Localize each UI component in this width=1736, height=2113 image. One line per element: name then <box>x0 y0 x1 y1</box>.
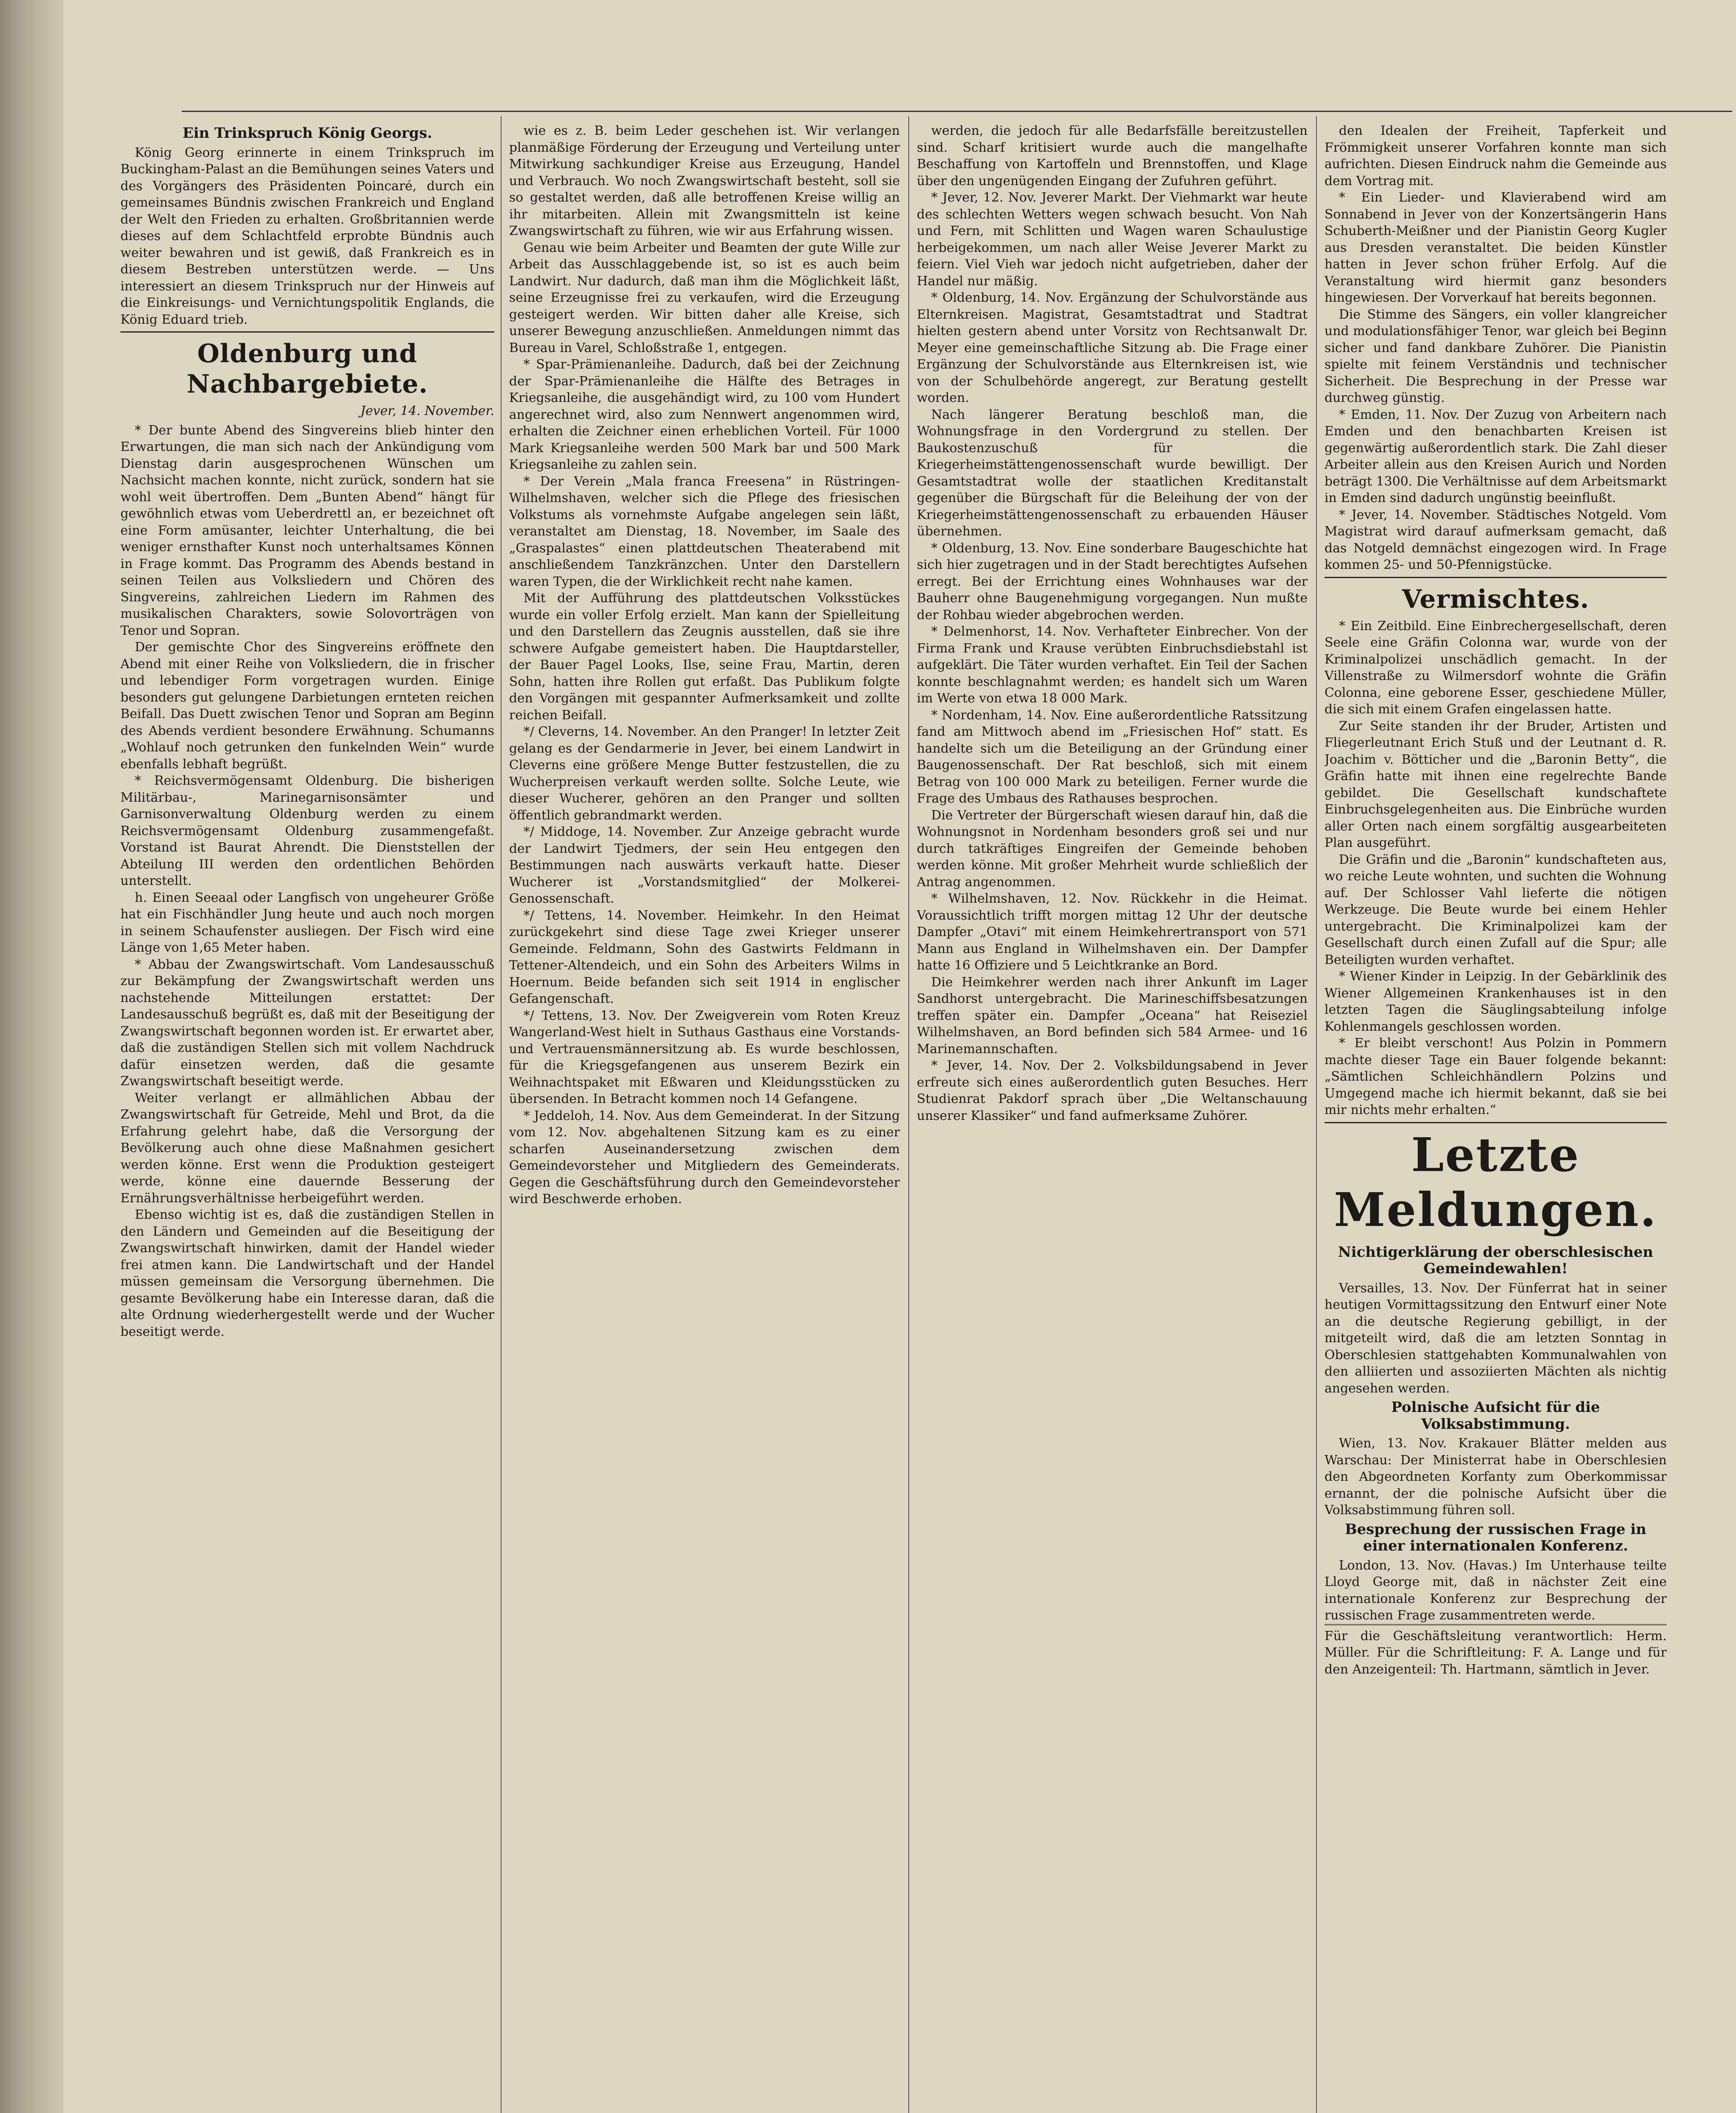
article-paragraph: * Der bunte Abend des Singvereins blieb hinter den Erwartungen, die man sich nach der Ankündigung vom Dienstag darin ausgesprochenen Wünschen um Nachsicht machen konnte, nicht zurück, sondern hat sie wohl weit übertroffen. Dem „Bunten Abend“ hängt für gewöhnlich etwas vom Ueberdrettl an, er bezeichnet oft eine Form amüsanter, leichter Unterhaltung, die bei weniger ernsthafter Kunst noch unterhaltsames Können in Frage kommt. Das Programm des Abends bestand in seinen Teilen aus Volksliedern und Chören des Singvereins, zahlreichen Liedern im Rahmen des musikalischen Charakters, sowie Solovorträgen von Tenor und Sopran. <box>120 423 494 638</box>
section-rule <box>1324 577 1667 578</box>
article-paragraph: * Wilhelmshaven, 12. Nov. Rückkehr in die Heimat. Voraussichtlich trifft morgen mittag 12 Uhr der deutsche Dampfer „Otavi“ mit einem Heimkehrertransport von 571 Mann aus England in Wilhelmshaven ein. Der Dampfer hatte 16 Offiziere und 5 Leichtkranke an Bord. <box>917 891 1308 973</box>
article-paragraph: Die Gräfin und die „Baronin“ kundschafteten aus, wo reiche Leute wohnten, und suchten die Wohnung auf. Der Schlosser Vahl lieferte die nötigen Werkzeuge. Die Beute wurde bei einem Hehler untergebracht. Die Kriminalpolizei kam der Gesellschaft durch einen Zufall auf die Spur; alle Beteiligten wurden verhaftet. <box>1324 852 1667 967</box>
article-headline: Nichtigerklärung der oberschlesischen Gemeindewahlen! <box>1338 1243 1654 1277</box>
article-paragraph: * Oldenburg, 13. Nov. Eine sonderbare Baugeschichte hat sich hier zugetragen und in der Stadt berechtigtes Aufsehen erregt. Bei der Errichtung eines Wohnhauses war der Bauherr ohne Baugenehmigung vorgegangen. Nun mußte der Rohbau wieder abgebrochen werden. <box>917 541 1308 622</box>
article-paragraph: wie es z. B. beim Leder geschehen ist. Wir verlangen planmäßige Förderung der Erzeugung und Verteilung unter Mitwirkung sachkundiger Kreise aus Erzeugung, Handel und Verbrauch. Wo noch Zwangswirtschaft besteht, soll sie so gestaltet werden, daß alle betroffenen Kreise willig an ihr mitarbeiten. Allein mit Zwangsmitteln ist keine Zwangswirtschaft zu führen, wie wir aus Erfahrung wissen. <box>509 123 900 238</box>
article-paragraph: * Emden, 11. Nov. Der Zuzug von Arbeitern nach Emden und den benachbarten Kreisen ist gegenwärtig außerordentlich stark. Die Zahl dieser Arbeiter allein aus den Kreisen Aurich und Norden beträgt 1300. Die Verhältnisse auf dem Arbeitsmarkt in Emden sind dadurch ungünstig beeinflußt. <box>1324 407 1667 505</box>
article-paragraph: * Jever, 12. Nov. Jeverer Markt. Der Viehmarkt war heute des schlechten Wetters wegen schwach besucht. Von Nah und Fern, mit Schlitten und Wagen waren Schaulustige herbeigekommen, um nach aller Weise Jeverer Markt zu feiern. Viel Vieh war jedoch nicht aufgetrieben, daher der Handel nur mäßig. <box>917 190 1308 289</box>
article-paragraph: Wien, 13. Nov. Krakauer Blätter melden aus Warschau: Der Ministerrat habe in Oberschlesien den Abgeordneten Korfanty zum Oberkommissar ernannt, der die polnische Aufsicht über die Volksabstimmung führen soll. <box>1324 1436 1667 1518</box>
article-paragraph: * Wiener Kinder in Leipzig. In der Gebärklinik des Wiener Allgemeinen Krankenhauses ist in den letzten Tagen die Säuglingsabteilung infolge Kohlenmangels geschlossen worden. <box>1324 969 1667 1034</box>
article-paragraph: * Der Verein „Mala franca Freesena“ in Rüstringen-Wilhelmshaven, welcher sich die Pflege des friesischen Volkstums als vornehmste Aufgabe angelegen sein läßt, veranstaltet am Dienstag, 18. November, im Saale des „Graspalastes“ einen plattdeutschen Theaterabend mit anschließendem Tanzkränzchen. Unter den Darstellern waren Typen, die der Wirklichkeit recht nahe kamen. <box>509 474 900 589</box>
article-paragraph: Ebenso wichtig ist es, daß die zuständigen Stellen in den Ländern und Gemeinden auf die Beseitigung der Zwangswirtschaft hinwirken, damit der Handel wieder frei atmen kann. Die Landwirtschaft und der Handel müssen gemeinsam die Versorgung übernehmen. Die gesamte Bevölkerung habe ein Interesse daran, daß die alte Ordnung wiederhergestellt werde und der Wucher beseitigt werde. <box>120 1207 494 1339</box>
article-paragraph: */ Tettens, 13. Nov. Der Zweigverein vom Roten Kreuz Wangerland-West hielt in Suthaus Gasthaus eine Vorstands- und Vertrauensmännersitzung ab. Es wurde beschlossen, für die Kriegsgefangenen aus unserem Bezirk ein Weihnachtspaket mit Eßwaren und Kleidungsstücken zu übersenden. In Betracht kommen noch 14 Gefangene. <box>509 1008 900 1106</box>
article-paragraph: Die Heimkehrer werden nach ihrer Ankunft im Lager Sandhorst untergebracht. Die Marineschiffsbesatzungen treffen später ein. Dampfer „Oceana“ hat Reiseziel Wilhelmshaven, an Bord befinden sich 584 Armee- und 16 Marinemannschaften. <box>917 975 1308 1056</box>
article-paragraph: Die Stimme des Sängers, ein voller klangreicher und modulationsfähiger Tenor, war gleich bei Beginn sicher und fand dankbare Zuhörer. Die Pianistin spielte mit feinem Verständnis und technischer Sicherheit. Die Besprechung in der Presse war durchweg günstig. <box>1324 307 1667 405</box>
article-paragraph: * Abbau der Zwangswirtschaft. Vom Landesausschuß zur Bekämpfung der Zwangswirtschaft werden uns nachstehende Mitteilungen erstattet: Der Landesausschuß begrüßt es, daß mit der Beseitigung der Zwangswirtschaft begonnen worden ist. Er erwartet aber, daß die zuständigen Stellen sich mit vollem Nachdruck dafür einsetzen werden, daß die gesamte Zwangswirtschaft beseitigt werde. <box>120 957 494 1089</box>
article-paragraph: * Ein Zeitbild. Eine Einbrechergesellschaft, deren Seele eine Gräfin Colonna war, wurde von der Kriminalpolizei unschädlich gemacht. In der Villenstraße zu Wilmersdorf wohnte die Gräfin Colonna, eine geborene Esser, geschiedene Müller, die sich mit einem Grafen eingelassen hatte. <box>1324 618 1667 717</box>
article-paragraph: König Georg erinnerte in einem Trinkspruch im Buckingham-Palast an die Bemühungen seines Vaters und des Vorgängers des Präsidenten Poincaré, durch ein gemeinsames Bündnis zwischen Frankreich und England der Welt den Frieden zu erhalten. Großbritannien werde dieses auf dem Schlachtfeld erprobte Bündnis auch weiter bewahren und ist gewiß, daß Frankreich es in diesem Bestreben unterstützen werde. — Uns interessiert an diesem Trinkspruch nur der Hinweis auf die Einkreisungs- und Vernichtungspolitik Englands, die König Eduard trieb. <box>120 145 494 327</box>
section-heading: Vermischtes. <box>1402 584 1589 614</box>
article-headline: Polnische Aufsicht für die Volksabstimmung. <box>1391 1399 1600 1433</box>
article-paragraph: * Delmenhorst, 14. Nov. Verhafteter Einbrecher. Von der Firma Frank und Krause verübten Einbruchsdiebstahl ist aufgeklärt. Die Täter wurden verhaftet. Ein Teil der Sachen konnte beschlagnahmt werden; es handelt sich um Waren im Werte von etwa 18 000 Mark. <box>917 624 1308 706</box>
column-2 <box>509 123 900 2113</box>
article-paragraph: * Oldenburg, 14. Nov. Ergänzung der Schulvorstände aus Elternkreisen. Magistrat, Gesamtstadtrat und Stadtrat hielten gestern abend unter Vorsitz von Rechtsanwalt Dr. Meyer eine gemeinschaftliche Sitzung ab. Die Frage einer Ergänzung der Schulvorstände aus Elternkreisen ist, wie von der Schulbehörde angeregt, zur Beratung gestellt worden. <box>917 290 1308 405</box>
column-1 <box>120 123 494 2113</box>
article-paragraph: * Reichsvermögensamt Oldenburg. Die bisherigen Militärbau-, Marinegarnisonsämter und Garnisonverwaltung Oldenburg werden zu einem Reichsvermögensamt Oldenburg zusammengefaßt. Vorstand ist Baurat Ahrendt. Die Dienststellen der Abteilung III werden den ordentlichen Behörden unterstellt. <box>120 773 494 888</box>
article-paragraph: werden, die jedoch für alle Bedarfsfälle bereitzustellen sind. Scharf kritisiert wurde auch die mangelhafte Beschaffung von Kartoffeln und Brennstoffen, und Klage über den ungenügenden Eingang der Zufuhren geführt. <box>917 123 1308 188</box>
column-rule <box>1316 116 1317 2113</box>
article-paragraph: Mit der Aufführung des plattdeutschen Volksstückes wurde ein voller Erfolg erzielt. Man kann der Spielleitung und den Darstellern das Zeugnis ausstellen, daß sie ihre schwere Aufgabe gemeistert haben. Die Hauptdarsteller, der Bauer Pagel Looks, Ilse, seine Frau, Martin, deren Sohn, hatten ihre Rollen gut erfaßt. Das Publikum folgte den Vorgängen mit gespannter Aufmerksamkeit und zollte reichen Beifall. <box>509 591 900 723</box>
article-paragraph: h. Einen Seeaal oder Langfisch von ungeheurer Größe hat ein Fischhändler Jung heute und auch noch morgen in seinem Schaufenster ausliegen. Der Fisch wird eine Länge von 1,65 Meter haben. <box>120 890 494 955</box>
article-paragraph: * Ein Lieder- und Klavierabend wird am Sonnabend in Jever von der Konzertsängerin Hans Schuberth-Meißner und der Pianistin Georg Kugler aus Dresden veranstaltet. Die beiden Künstler hatten in Jever schon früher Erfolg. Auf die Veranstaltung wird hiermit ganz besonders hingewiesen. Der Vorverkauf hat bereits begonnen. <box>1324 190 1667 305</box>
dateline: Jever, 14. November. <box>360 404 494 418</box>
article-paragraph: Die Vertreter der Bürgerschaft wiesen darauf hin, daß die Wohnungsnot in Nordenham besonders groß sei und nur durch tatkräftiges Eingreifen der Gemeinde behoben werden könne. Mit großer Mehrheit wurde schließlich der Antrag angenommen. <box>917 808 1308 890</box>
article-paragraph: * Nordenham, 14. Nov. Eine außerordentliche Ratssitzung fand am Mittwoch abend im „Friesischen Hof“ statt. Es handelte sich um die Beteiligung an der Gründung einer Baugenossenschaft. Der Rat beschloß, sich mit einem Betrag von 100 000 Mark zu beteiligen. Ferner wurde die Frage des Umbaus des Rathauses besprochen. <box>917 707 1308 806</box>
imprint: Für die Geschäftsleitung verantwortlich: Herm. Müller. Für die Schriftleitung: F. A. Lange und für den Anzeigenteil: Th. Hartmann, sämtlich in Jever. <box>1324 1624 1667 1678</box>
latest-news-heading: Letzte Meldungen. <box>1334 1127 1657 1237</box>
article-paragraph: * Er bleibt verschont! Aus Polzin in Pommern machte dieser Tage ein Bauer folgende bekannt: „Sämtlichen Schleichhändlern Polzins und Umgegend mache ich hiermit bekannt, daß sie bei mir nichts mehr erhalten.“ <box>1324 1036 1667 1117</box>
article-paragraph: * Jever, 14. Nov. Der 2. Volksbildungsabend in Jever erfreute sich eines außerordentlich guten Besuches. Herr Studienrat Pakdorf sprach über „Die Weltanschauung unserer Klassiker“ und fand aufmerksame Zuhörer. <box>917 1058 1308 1123</box>
article-headline: Besprechung der russischen Frage in einer internationalen Konferenz. <box>1345 1521 1646 1554</box>
section-heading: Oldenburg und Nachbargebiete. <box>186 339 428 399</box>
article-paragraph: London, 13. Nov. (Havas.) Im Unterhause teilte Lloyd George mit, daß in nächster Zeit eine internationale Konferenz zur Besprechung der russischen Frage zusammentreten werde. <box>1324 1558 1667 1623</box>
article-paragraph: */ Tettens, 14. November. Heimkehr. In den Heimat zurückgekehrt sind diese Tage zwei Krieger unserer Gemeinde. Feldmann, Sohn des Gastwirts Feldmann in Tettener-Altendeich, und ein Sohn des Arbeiters Wilms in Hoernum. Beide befanden sich seit 1914 in englischer Gefangenschaft. <box>509 908 900 1006</box>
article-paragraph: * Jeddeloh, 14. Nov. Aus dem Gemeinderat. In der Sitzung vom 12. Nov. abgehaltenen Sitzung kam es zu einer scharfen Auseinandersetzung zwischen dem Gemeindevorsteher und Mitgliedern des Gemeinderats. Gegen die Geschäftsführung durch den Gemeindevorsteher wird Beschwerde erhoben. <box>509 1108 900 1207</box>
top-rule <box>182 111 1732 112</box>
column-3 <box>917 123 1308 2113</box>
column-rule <box>908 116 909 2113</box>
article-paragraph: Nach längerer Beratung beschloß man, die Wohnungsfrage in den Vordergrund zu stellen. Der Baukostenzuschuß für die Kriegerheimstättengenossenschaft wurde bewilligt. Der Gesamtstadtrat wolle der staatlichen Kreditanstalt gegenüber die Bürgschaft für die Beleihung der von der Kriegerheimstättengenossenschaft zu erbauenden Häuser übernehmen. <box>917 407 1308 539</box>
article-headline: Ein Trinkspruch König Georgs. <box>183 125 432 142</box>
article-paragraph: */ Cleverns, 14. November. An den Pranger! In letzter Zeit gelang es der Gendarmerie in Jever, bei einem Landwirt in Cleverns eine größere Menge Butter festzustellen, die zu Wucherpreisen verkauft werden sollte. Solche Leute, wie dieser Wucherer, gehören an den Pranger und sollten öffentlich gebrandmarkt werden. <box>509 724 900 823</box>
article-paragraph: Weiter verlangt er allmählichen Abbau der Zwangswirtschaft für Getreide, Mehl und Brot, da die Erfahrung gelehrt habe, daß die Versorgung der Bevölkerung auch ohne diese Maßnahmen gesichert werden könne. Erst wenn die Produktion gesteigert werde, könne eine dauernde Besserung der Ernährungsverhältnisse herbeigeführt werden. <box>120 1090 494 1206</box>
article-paragraph: */ Middoge, 14. November. Zur Anzeige gebracht wurde der Landwirt Tjedmers, der sein Heu entgegen den Bestimmungen nach auswärts verkauft hatte. Dieser Wucherer ist „Vorstandsmitglied“ der Molkerei-Genossenschaft. <box>509 824 900 906</box>
column-4 <box>1324 123 1667 2113</box>
page-binding-edge <box>0 0 63 2113</box>
section-rule <box>120 331 494 333</box>
article-paragraph: * Spar-Prämienanleihe. Dadurch, daß bei der Zeichnung der Spar-Prämienanleihe die Hälfte des Betrages in Kriegsanleihe, die ausgehändigt wird, zu 100 vom Hundert angerechnet wird, also zum Nennwert angenommen wird, erhalten die Zeichner einen erheblichen Vorteil. Für 1000 Mark Kriegsanleihe werden 500 Mark bar und 500 Mark Kriegsanleihe zu zahlen sein. <box>509 357 900 472</box>
article-paragraph: Der gemischte Chor des Singvereins eröffnete den Abend mit einer Reihe von Volksliedern, die in frischer und lebendiger Form vorgetragen wurden. Einige besonders gut gelungene Darbietungen ernteten reichen Beifall. Das Duett zwischen Tenor und Sopran am Beginn des Abends verdient besondere Erwähnung. Schumanns „Wohlauf noch getrunken den funkelnden Wein“ wurde ebenfalls lebhaft begrüßt. <box>120 640 494 772</box>
article-paragraph: Zur Seite standen ihr der Bruder, Artisten und Fliegerleutnant Erich Stuß und der Leutnant d. R. Joachim v. Bötticher und die „Baronin Betty“, die Gräfin hatte mit ihnen eine regelrechte Bande gebildet. Die Gesellschaft kundschaftete Einbruchsgelegenheiten aus. Die Einbrüche wurden aller Orten nach einem sorgfältig ausgearbeiteten Plan ausgeführt. <box>1324 718 1667 850</box>
article-paragraph: den Idealen der Freiheit, Tapferkeit und Frömmigkeit unserer Vorfahren konnte man sich aufrichten. Diesen Eindruck nahm die Gemeinde aus dem Vortrag mit. <box>1324 123 1667 188</box>
article-paragraph: Versailles, 13. Nov. Der Fünferrat hat in seiner heutigen Vormittagssitzung den Entwurf einer Note an die deutsche Regierung gebilligt, in der mitgeteilt wird, daß die am letzten Sonntag in Oberschlesien stattgehabten Kommunalwahlen von den alliierten und assoziierten Mächten als nichtig angesehen werden. <box>1324 1280 1667 1396</box>
article-paragraph: * Jever, 14. November. Städtisches Notgeld. Vom Magistrat wird darauf aufmerksam gemacht, daß das Notgeld demnächst eingezogen wird. In Frage kommen 25- und 50-Pfennigstücke. <box>1324 507 1667 572</box>
section-rule <box>1324 1122 1667 1123</box>
article-paragraph: Genau wie beim Arbeiter und Beamten der gute Wille zur Arbeit das Ausschlaggebende ist, so ist es auch beim Landwirt. Nur dadurch, daß man ihm die Möglichkeit läßt, seine Erzeugnisse frei zu verkaufen, wird die Erzeugung gesteigert werden. Wir bitten daher alle Kreise, sich unserer Bewegung anzuschließen. Anmeldungen nimmt das Bureau in Varel, Schloßstraße 1, entgegen. <box>509 240 900 355</box>
